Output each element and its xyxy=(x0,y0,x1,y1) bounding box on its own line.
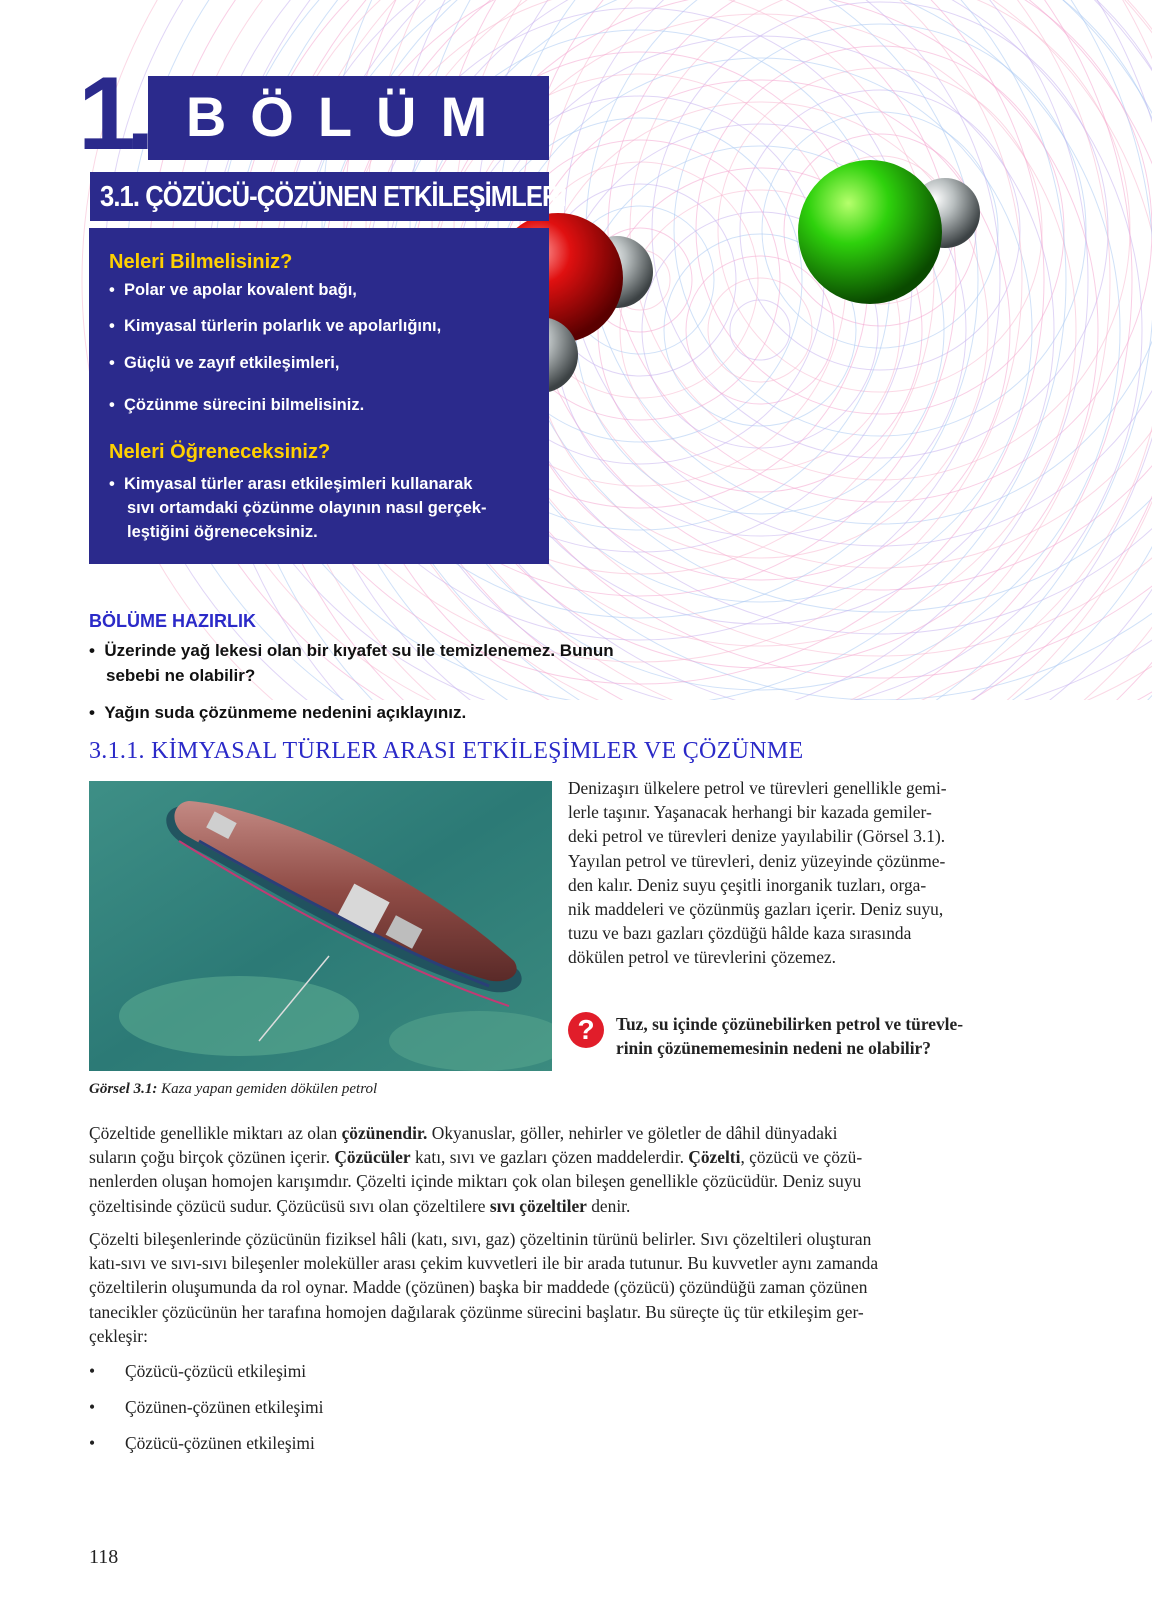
chlorine-atom xyxy=(798,160,942,304)
learn-item-line: sıvı ortamdaki çözünme olayının nasıl gerçek- xyxy=(127,499,487,517)
preparation-heading: BÖLÜME HAZIRLIK xyxy=(89,611,256,631)
subsection-title: 3.1.1. KİMYASAL TÜRLER ARASI ETKİLEŞİMLER VE ÇÖZÜNME xyxy=(89,738,804,764)
text-line: çekleşir: xyxy=(89,1325,148,1346)
paragraph-1 xyxy=(89,1121,1029,1218)
intro-paragraph xyxy=(568,776,1030,970)
section-title-box xyxy=(90,172,566,221)
text-line: Yayılan petrol ve türevleri, deniz yüzeyinde çözünme- xyxy=(568,850,946,871)
text-line: çözeltisinde çözücü sudur. Çözücüsü sıvı olan çözeltilere sıvı çözeltiler denir. xyxy=(89,1195,631,1216)
list-item: • Çözünen-çözünen etkileşimi xyxy=(89,1397,324,1417)
know-heading: Neleri Bilmelisiniz? xyxy=(109,251,293,273)
learn-heading: Neleri Öğreneceksiniz? xyxy=(109,441,331,463)
text-line: rinin çözünememesinin nedeni ne olabilir? xyxy=(616,1038,931,1058)
question-mark-icon: ? xyxy=(568,1012,604,1048)
know-item: • Güçlü ve zayıf etkileşimleri, xyxy=(109,354,340,372)
text-line: den kalır. Deniz suyu çeşitli inorganik tuzları, orga- xyxy=(568,874,927,895)
section-title: 3.1. ÇÖZÜCÜ-ÇÖZÜNEN ETKİLEŞİMLERİ xyxy=(100,181,566,213)
text-line: Tuz, su içinde çözünebilirken petrol ve türevle- xyxy=(616,1014,964,1034)
text-line: Çözelti bileşenlerinde çözücünün fiziksel hâli (katı, sıvı, gaz) çözeltinin türünü belirler. Sıvı çözeltileri oluşturan xyxy=(89,1229,872,1249)
objectives-box xyxy=(89,228,549,564)
learn-item-line: leştiğini öğreneceksiniz. xyxy=(127,523,318,541)
list-item: • Çözücü-çözünen etkileşimi xyxy=(89,1433,315,1453)
know-item: • Polar ve apolar kovalent bağı, xyxy=(109,281,357,299)
text-line: deki petrol ve türevleri denize yayılabilir (Görsel 3.1). xyxy=(568,826,946,847)
learn-item: • Kimyasal türler arası etkileşimleri kullanarak xyxy=(109,475,473,493)
text-line: dökülen petrol ve türevlerini çözemez. xyxy=(568,947,836,968)
oil-spill-ship-photo xyxy=(89,781,552,1071)
text-line: nenlerden oluşan homojen karışımdır. Çözelti içinde miktarı çok olan bileşen genellikle çözücüdür. Deniz suyu xyxy=(89,1171,862,1192)
chapter-number: 1. xyxy=(78,56,145,172)
text-line: çözeltilerin oluşumunda da rol oynar. Madde (çözünen) başka bir maddede (çözücü) çözündüğü zaman çözünen xyxy=(89,1277,868,1298)
preparation-item-line: sebebi ne olabilir? xyxy=(106,666,256,685)
list-item: • Çözücü-çözücü etkileşimi xyxy=(89,1361,307,1381)
question-text xyxy=(616,1012,1034,1060)
paragraph-2 xyxy=(89,1227,1029,1348)
preparation-item: • Yağın suda çözünmeme nedenini açıklayınız. xyxy=(89,703,467,722)
text-line: katı-sıvı ve sıvı-sıvı bileşenler moleküller arası çekim kuvvetleri ile bir arada tutunur. Bu kuvvetler aynı zamanda xyxy=(89,1253,879,1274)
chapter-title-box xyxy=(148,76,549,160)
text-line: Denizaşırı ülkelere petrol ve türevleri genellikle gemi- xyxy=(568,778,947,798)
text-line: Çözeltide genellikle miktarı az olan çözünendir. Okyanuslar, göller, nehirler ve göletler de dâhil dünyadaki xyxy=(89,1123,838,1143)
text-line: tuzu ve bazı gazları çözdüğü hâlde kaza sırasında xyxy=(568,923,912,944)
text-line: tanecikler çözücünün her tarafına homojen dağılarak çözünme sürecini başlatır. Bu süreçte üç tür etkileşim ger- xyxy=(89,1301,864,1322)
chapter-title: BÖLÜM xyxy=(185,85,512,148)
text-line: suların çoğu birçok çözünen içerir. Çözücüler katı, sıvı ve gazları çözen maddelerdir. Çözelti, çözücü ve çözü- xyxy=(89,1147,863,1168)
text-line: lerle taşınır. Yaşanacak herhangi bir kazada gemiler- xyxy=(568,802,932,823)
know-item: • Çözünme sürecini bilmelisiniz. xyxy=(109,396,365,414)
know-item: • Kimyasal türlerin polarlık ve apolarlığını, xyxy=(109,317,442,335)
preparation-item: • Üzerinde yağ lekesi olan bir kıyafet su ile temizlenemez. Bunun xyxy=(89,641,614,660)
page-number: 118 xyxy=(89,1546,119,1568)
text-line: nik maddeleri ve çözünmüş gazları içerir. Deniz suyu, xyxy=(568,899,944,920)
hcl-molecule xyxy=(798,160,980,304)
figure-caption: Görsel 3.1: Kaza yapan gemiden dökülen petrol xyxy=(89,1081,378,1097)
